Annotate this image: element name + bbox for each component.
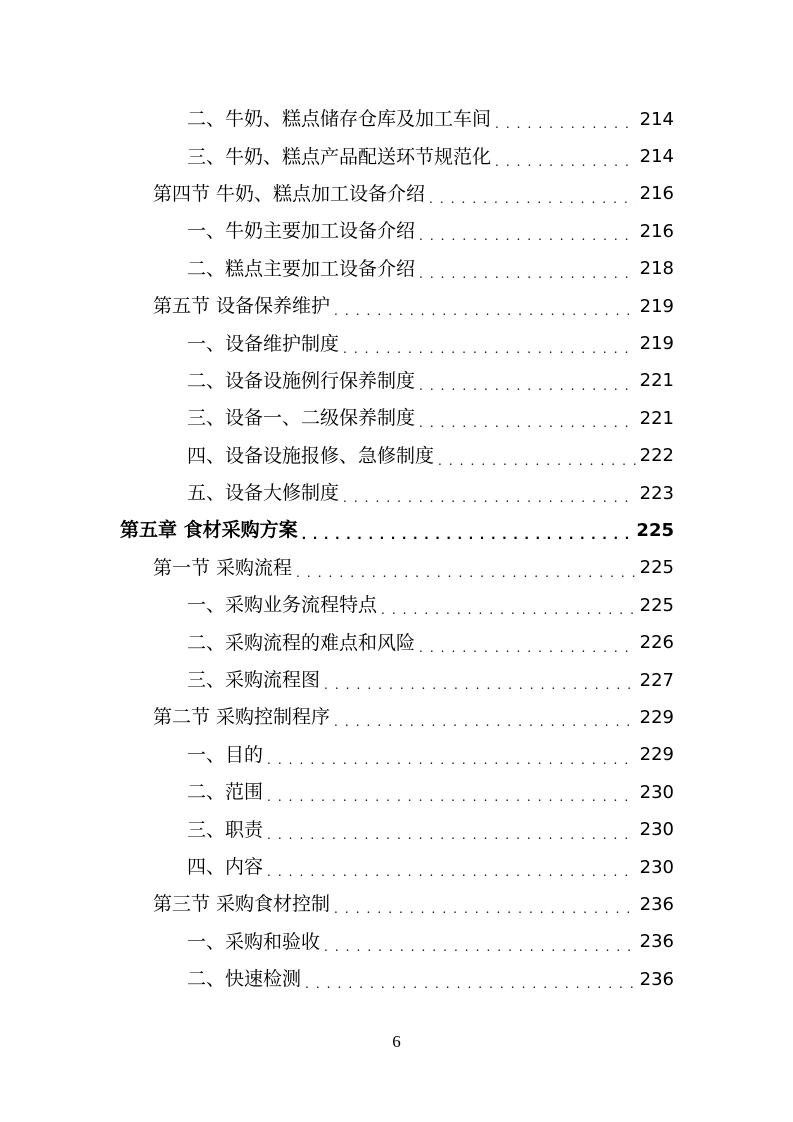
toc-entry[interactable] xyxy=(0,400,793,437)
toc-entry-page: 236 xyxy=(639,968,674,990)
toc-entry-title: 四、内容 xyxy=(187,856,264,878)
toc-entry[interactable] xyxy=(0,176,793,213)
toc-entry-title: 三、采购流程图 xyxy=(187,669,321,692)
toc-dot-leader xyxy=(324,936,636,955)
toc-entry-title: 三、设备一、二级保养制度 xyxy=(187,407,416,430)
toc-entry[interactable] xyxy=(0,475,793,512)
toc-entry-page: 236 xyxy=(639,931,674,953)
toc-entry-page: 230 xyxy=(639,819,674,841)
toc-entry-title: 一、牛奶主要加工设备介绍 xyxy=(187,220,416,243)
toc-entry-title: 第五节 设备保养维护 xyxy=(153,295,331,318)
toc-entry-title: 二、糕点主要加工设备介绍 xyxy=(187,257,416,280)
toc-dot-leader xyxy=(267,786,636,805)
toc-entry-title: 一、设备维护制度 xyxy=(187,332,340,355)
toc-dot-leader xyxy=(343,338,636,357)
toc-entry[interactable] xyxy=(0,587,793,624)
toc-dot-leader xyxy=(334,300,636,319)
toc-entry[interactable] xyxy=(0,961,793,998)
toc-entry[interactable] xyxy=(0,325,793,362)
toc-entry-page: 223 xyxy=(639,482,674,504)
toc-entry-title: 一、采购和验收 xyxy=(187,930,321,953)
toc-entry[interactable] xyxy=(0,886,793,923)
toc-entry[interactable] xyxy=(0,213,793,250)
toc-dot-leader xyxy=(334,711,636,730)
toc-entry[interactable] xyxy=(0,512,793,549)
toc-entry[interactable] xyxy=(0,288,793,325)
toc-entry[interactable] xyxy=(0,737,793,774)
toc-entry-title: 三、牛奶、糕点产品配送环节规范化 xyxy=(187,145,492,168)
toc-entry-page: 222 xyxy=(639,445,674,467)
toc-entry[interactable] xyxy=(0,624,793,661)
toc-dot-leader xyxy=(419,375,636,394)
toc-entry-page: 216 xyxy=(639,183,674,205)
toc-entry-page: 229 xyxy=(639,744,674,766)
toc-dot-leader xyxy=(302,524,633,543)
toc-entry-title: 第二节 采购控制程序 xyxy=(153,706,331,729)
toc-entry-page: 219 xyxy=(639,295,674,317)
toc-entry-page: 216 xyxy=(639,220,674,242)
toc-entry[interactable] xyxy=(0,811,793,848)
toc-entry-page: 236 xyxy=(639,893,674,915)
toc-entry-page: 230 xyxy=(639,856,674,878)
toc-entry-page: 226 xyxy=(639,632,674,654)
toc-dot-leader xyxy=(334,898,636,917)
toc-entry-page: 225 xyxy=(639,557,674,579)
page-number: 6 xyxy=(392,1032,401,1051)
toc-dot-leader xyxy=(267,824,636,843)
toc-dot-leader xyxy=(419,225,636,244)
toc-entry-page: 225 xyxy=(636,519,674,541)
toc-entry[interactable] xyxy=(0,438,793,475)
toc-dot-leader xyxy=(343,487,636,506)
toc-entry-title: 二、设备设施例行保养制度 xyxy=(187,369,416,392)
table-of-contents xyxy=(0,101,793,998)
toc-entry[interactable] xyxy=(0,924,793,961)
toc-dot-leader xyxy=(267,861,636,880)
toc-entry-title: 第三节 采购食材控制 xyxy=(153,893,331,916)
toc-entry[interactable] xyxy=(0,101,793,138)
toc-dot-leader xyxy=(419,263,636,282)
toc-dot-leader xyxy=(495,113,636,132)
toc-entry-title: 一、目的 xyxy=(187,743,264,766)
toc-dot-leader xyxy=(296,562,636,581)
toc-dot-leader xyxy=(429,188,636,207)
toc-entry-title: 二、快速检测 xyxy=(187,968,302,991)
toc-dot-leader xyxy=(324,674,636,693)
toc-entry[interactable] xyxy=(0,550,793,587)
toc-entry[interactable] xyxy=(0,251,793,288)
toc-entry[interactable] xyxy=(0,138,793,175)
toc-entry-page: 219 xyxy=(639,333,674,355)
toc-entry-title: 一、采购业务流程特点 xyxy=(187,594,378,617)
toc-entry[interactable] xyxy=(0,849,793,886)
toc-dot-leader xyxy=(419,412,636,431)
toc-entry-page: 221 xyxy=(639,407,674,429)
toc-dot-leader xyxy=(419,637,636,656)
toc-entry-page: 227 xyxy=(639,669,674,691)
toc-entry-title: 二、范围 xyxy=(187,781,264,804)
toc-entry-title: 三、职责 xyxy=(187,818,264,841)
toc-entry-page: 229 xyxy=(639,706,674,728)
toc-entry[interactable] xyxy=(0,363,793,400)
toc-dot-leader xyxy=(381,599,636,618)
toc-entry-page: 218 xyxy=(639,258,674,280)
toc-dot-leader xyxy=(267,749,636,768)
toc-entry-title: 五、设备大修制度 xyxy=(187,482,340,505)
toc-entry-title: 第一节 采购流程 xyxy=(153,556,293,579)
toc-entry-title: 第五章 食材采购方案 xyxy=(120,519,298,542)
toc-dot-leader xyxy=(495,151,636,170)
toc-entry[interactable] xyxy=(0,662,793,699)
toc-entry-title: 四、设备设施报修、急修制度 xyxy=(187,444,435,467)
toc-entry-title: 二、采购流程的难点和风险 xyxy=(187,631,416,654)
toc-dot-leader xyxy=(438,450,636,469)
toc-entry[interactable] xyxy=(0,699,793,736)
toc-entry-page: 214 xyxy=(639,108,674,130)
toc-entry-page: 230 xyxy=(639,781,674,803)
toc-entry-title: 第四节 牛奶、糕点加工设备介绍 xyxy=(153,182,426,205)
toc-entry-page: 225 xyxy=(639,594,674,616)
toc-entry-page: 214 xyxy=(639,146,674,168)
toc-dot-leader xyxy=(305,973,636,992)
toc-entry[interactable] xyxy=(0,774,793,811)
toc-entry-title: 二、牛奶、糕点储存仓库及加工车间 xyxy=(187,108,492,131)
toc-entry-page: 221 xyxy=(639,370,674,392)
